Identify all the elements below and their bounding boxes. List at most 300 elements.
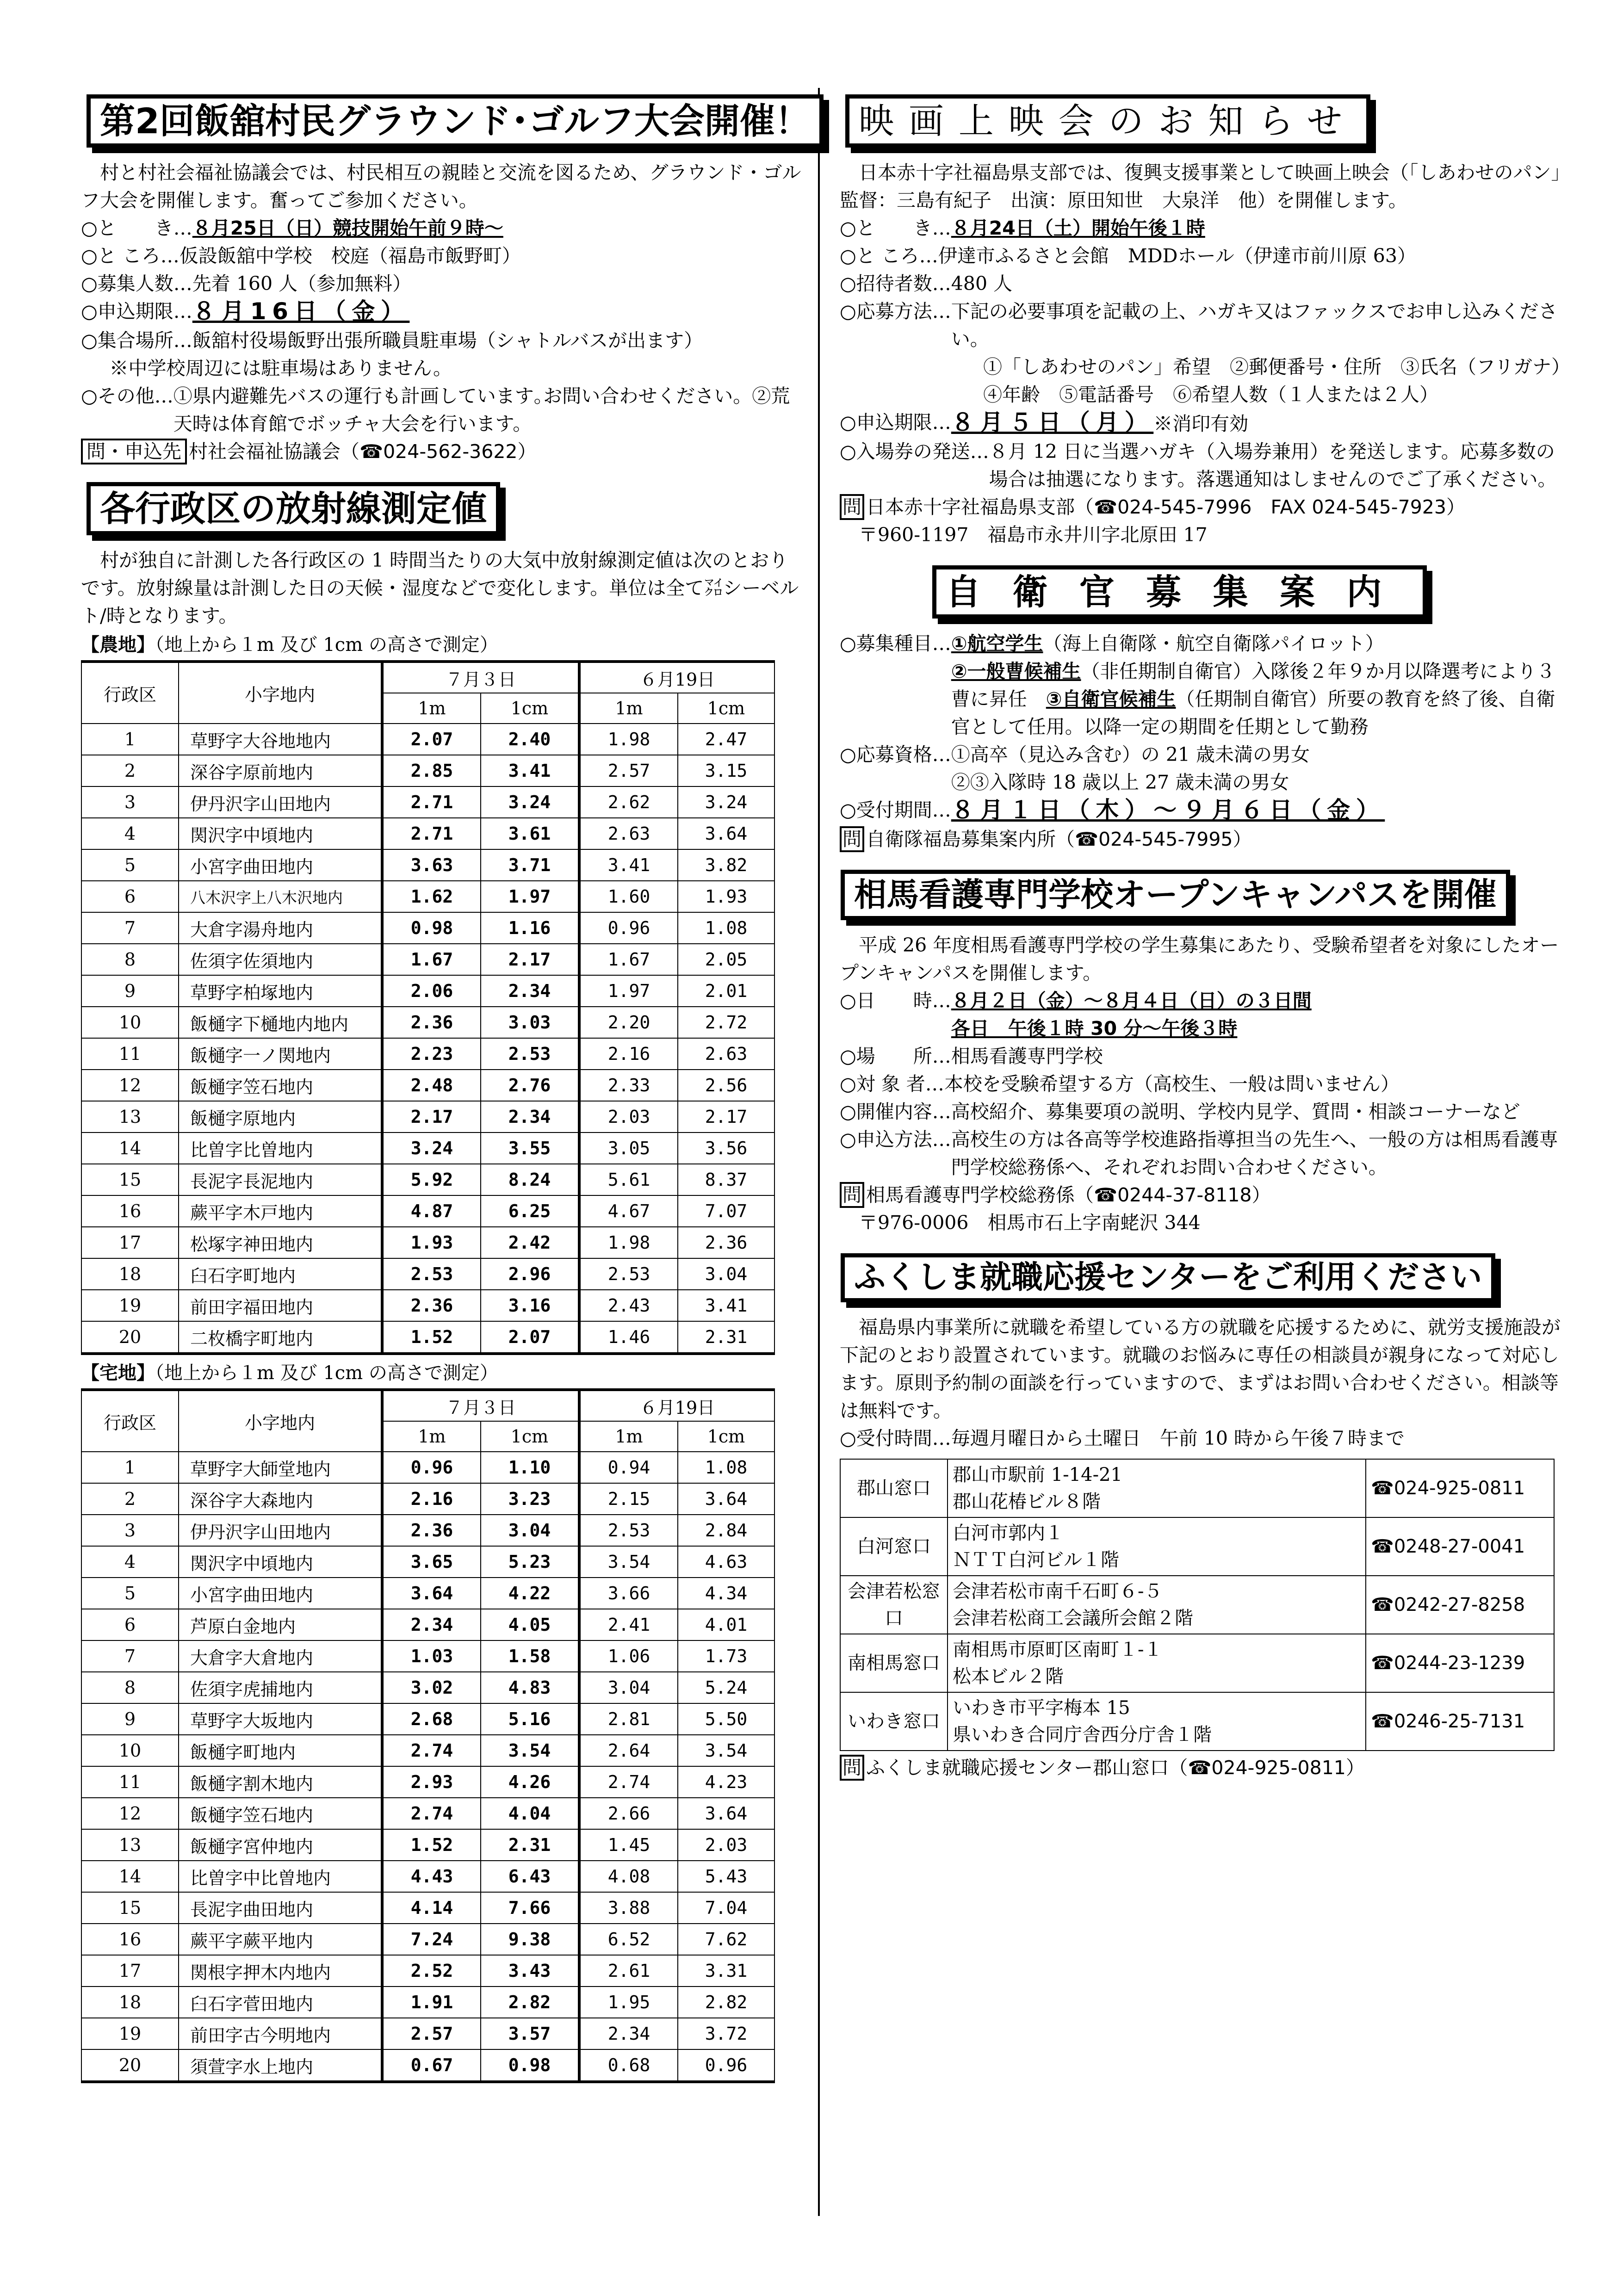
table-row (81, 912, 774, 944)
office-row (840, 1692, 1554, 1751)
july-value: 1.91 (382, 1987, 481, 2018)
table-row (81, 1452, 774, 1483)
district-number: 20 (81, 1321, 179, 1354)
july-value: 2.85 (382, 755, 481, 786)
sdf-title: 自衛官募集案内 (932, 565, 1427, 619)
june-value: 3.04 (678, 1258, 774, 1290)
office-name: 白河窓口 (840, 1517, 948, 1576)
phone-number: ☎024-925-0811 (1188, 1756, 1346, 1779)
area-name: 飯樋字宮仲地内 (179, 1829, 382, 1861)
address-line: 郡山花椿ビル８階 (953, 1491, 1101, 1512)
office-phone: ☎0244-23-1239 (1366, 1634, 1554, 1692)
july-value: 1.03 (382, 1640, 481, 1672)
district-number: 17 (81, 1227, 179, 1258)
district-number: 16 (81, 1924, 179, 1955)
june-value: 2.66 (579, 1798, 678, 1829)
movie-invite: ○招待者数… 480 人 (840, 272, 1013, 295)
july-value: 2.23 (382, 1038, 481, 1070)
golf-intro: 村と村社会福祉協議会では、村民相互の親睦と交流を図るため、グラウンド・ゴルフ大会を開催します。奮ってご参加ください。 (81, 161, 801, 212)
movie-title: 映画上映会のお知らせ (845, 94, 1370, 148)
golf-other: ○その他… ①県内避難先バスの運行も計画しています｡お問い合わせください。②荒天時は体育館でボッチャ大会を行います。 (81, 385, 790, 435)
june-value: 4.63 (678, 1546, 774, 1578)
june-value: 7.07 (678, 1195, 774, 1227)
area-name: 須萱字水上地内 (179, 2049, 382, 2082)
table-row (81, 2018, 774, 2049)
nursing-contact: 問 相馬看護専門学校総務係（☎0244-37-8118） (840, 1181, 1561, 1209)
district-number: 1 (81, 1452, 179, 1483)
july-value: 2.34 (382, 1609, 481, 1640)
june-value: 1.45 (579, 1829, 678, 1861)
table-row (81, 849, 774, 881)
june-value: 3.54 (678, 1735, 774, 1766)
district-number: 13 (81, 1101, 179, 1133)
farm-subhead: 【農地】（地上から１m 及び 1cm の高さで測定） (81, 634, 498, 656)
july-value: 0.98 (481, 2049, 579, 2082)
june-value: 2.81 (579, 1703, 678, 1735)
jobs-section (840, 1247, 1561, 1782)
june-value: 4.34 (678, 1578, 774, 1609)
table-row (81, 1735, 774, 1766)
table-row (81, 786, 774, 818)
office-name: いわき窓口 (840, 1692, 948, 1751)
june-value: 3.31 (678, 1955, 774, 1987)
phone-number: ☎024-545-7996 (1094, 496, 1252, 519)
golf-meeting-note: ※中学校周辺には駐車場はありません。 (109, 357, 452, 380)
table-row (81, 1766, 774, 1798)
july-value: 3.41 (481, 755, 579, 786)
june-value: 0.94 (579, 1452, 678, 1483)
june-value: 1.06 (579, 1640, 678, 1672)
june-value: 7.04 (678, 1892, 774, 1924)
area-name: 比曽字比曽地内 (179, 1133, 382, 1164)
june-value: 3.88 (579, 1892, 678, 1924)
june-value: 3.24 (678, 786, 774, 818)
nursing-target: ○対 象 者… 本校を受験希望する方（高校生、一般は問いません） (840, 1072, 1400, 1095)
area-name: 前田字古今明地内 (179, 2018, 382, 2049)
table-row (81, 1955, 774, 1987)
area-name: 八木沢字上八木沢地内 (179, 881, 382, 912)
july-value: 3.54 (481, 1735, 579, 1766)
area-name: 関沢字中頃地内 (179, 818, 382, 849)
table-row (81, 1798, 774, 1829)
office-row (840, 1517, 1554, 1576)
table-row (81, 1483, 774, 1515)
july-value: 4.87 (382, 1195, 481, 1227)
golf-section (81, 88, 810, 465)
address-line: 白河市郭内１ (953, 1522, 1064, 1544)
june-value: 3.15 (678, 755, 774, 786)
district-number: 10 (81, 1735, 179, 1766)
area-name: 小宮字曲田地内 (179, 1578, 382, 1609)
area-name: 飯樋字割木地内 (179, 1766, 382, 1798)
area-name: 芦原白金地内 (179, 1609, 382, 1640)
june-value: 3.54 (579, 1546, 678, 1578)
june-value: 0.96 (678, 2049, 774, 2082)
table-row (81, 1007, 774, 1038)
area-name: 深谷字大森地内 (179, 1483, 382, 1515)
district-number: 19 (81, 2018, 179, 2049)
july-value: 4.26 (481, 1766, 579, 1798)
table-row (81, 1070, 774, 1101)
area-name: 飯樋字町地内 (179, 1735, 382, 1766)
june-value: 2.15 (579, 1483, 678, 1515)
june-value: 0.96 (579, 912, 678, 944)
july-value: 1.10 (481, 1452, 579, 1483)
radiation-title: 各行政区の放射線測定値 (87, 482, 500, 535)
june-value: 1.98 (579, 724, 678, 755)
july-value: 1.62 (382, 881, 481, 912)
july-value: 1.97 (481, 881, 579, 912)
movie-ticket: ○入場券の発送… ８月 12 日に当選ハガキ（入場券兼用）を発送します。応募多数の場合は抽選になります。落選通知はしませんのでご了承ください。 (840, 440, 1557, 491)
golf-capacity: ○募集人数… 先着 160 人（参加無料） (81, 272, 412, 295)
district-number: 1 (81, 724, 179, 755)
july-value: 2.96 (481, 1258, 579, 1290)
district-number: 14 (81, 1133, 179, 1164)
golf-contact: 問・申込先 村社会福祉協議会（☎024-562-3622） (81, 438, 803, 465)
june-value: 3.04 (579, 1672, 678, 1703)
june-value: 1.08 (678, 912, 774, 944)
area-name: 草野字柏塚地内 (179, 975, 382, 1007)
header-1cm: 1cm (481, 1421, 579, 1452)
july-value: 2.93 (382, 1766, 481, 1798)
june-value: 5.61 (579, 1164, 678, 1195)
header-1m: 1m (579, 693, 678, 724)
table-row (81, 1987, 774, 2018)
office-row (840, 1634, 1554, 1692)
table-row (81, 1038, 774, 1070)
june-value: 2.03 (579, 1101, 678, 1133)
july-value: 2.71 (382, 818, 481, 849)
june-value: 1.08 (678, 1452, 774, 1483)
office-row (840, 1576, 1554, 1634)
address-line: 松本ビル２階 (953, 1665, 1064, 1687)
address-line: 南相馬市原町区南町１-１ (953, 1639, 1163, 1660)
table-row (81, 755, 774, 786)
jobs-title: ふくしま就職応援センターをご利用ください (841, 1253, 1495, 1302)
july-value: 3.24 (481, 786, 579, 818)
area-name: 比曽字中比曽地内 (179, 1861, 382, 1892)
june-value: 4.23 (678, 1766, 774, 1798)
phone-number: ☎024-562-3622 (359, 440, 518, 463)
header-district: 行政区 (81, 662, 179, 724)
july-value: 2.31 (481, 1829, 579, 1861)
table-row (81, 1892, 774, 1924)
june-value: 2.41 (579, 1609, 678, 1640)
area-name: 深谷字原前地内 (179, 755, 382, 786)
july-value: 3.55 (481, 1133, 579, 1164)
table-row (81, 1133, 774, 1164)
july-value: 2.16 (382, 1483, 481, 1515)
office-row (840, 1459, 1554, 1517)
phone-number: ☎024-545-7995 (1075, 828, 1233, 851)
district-number: 18 (81, 1987, 179, 2018)
june-value: 3.41 (678, 1290, 774, 1321)
july-value: 1.52 (382, 1321, 481, 1354)
june-value: 2.17 (678, 1101, 774, 1133)
july-value: 3.57 (481, 2018, 579, 2049)
july-value: 8.24 (481, 1164, 579, 1195)
area-name: 佐須字佐須地内 (179, 944, 382, 975)
nursing-section (840, 863, 1561, 1236)
office-name: 郡山窓口 (840, 1459, 948, 1517)
office-name: 会津若松窓口 (840, 1576, 948, 1634)
header-1m: 1m (579, 1421, 678, 1452)
june-value: 2.84 (678, 1515, 774, 1546)
district-number: 7 (81, 1640, 179, 1672)
june-value: 1.95 (579, 1987, 678, 2018)
june-value: 2.34 (579, 2018, 678, 2049)
movie-where: ○と ころ… 伊達市ふるさと会館 MDDホール（伊達市前川原 63） (840, 245, 1416, 267)
july-value: 3.71 (481, 849, 579, 881)
header-area: 小字地内 (179, 1390, 382, 1452)
district-number: 4 (81, 1546, 179, 1578)
golf-title: 第2回飯舘村民グラウンド･ゴルフ大会開催！ (87, 94, 824, 148)
district-number: 16 (81, 1195, 179, 1227)
area-name: 関根字押木内地内 (179, 1955, 382, 1987)
area-name: 長泥字曲田地内 (179, 1892, 382, 1924)
area-name: 飯樋字原地内 (179, 1101, 382, 1133)
district-number: 11 (81, 1766, 179, 1798)
table-row (81, 2049, 774, 2082)
july-value: 2.17 (382, 1101, 481, 1133)
header-date2: ６月19日 (579, 662, 774, 693)
area-name: 佐須字虎捕地内 (179, 1672, 382, 1703)
movie-when: ○と き… ８月24日（土）開始午後１時 (840, 217, 1205, 240)
address-line: いわき市平字梅本 15 (953, 1697, 1130, 1719)
office-phone: ☎024-925-0811 (1366, 1459, 1554, 1517)
jobs-contact: 問 ふくしま就職応援センター郡山窓口（☎024-925-0811） (840, 1754, 1561, 1782)
residential-radiation-table (81, 1388, 775, 2083)
district-number: 20 (81, 2049, 179, 2082)
table-row (81, 1546, 774, 1578)
june-value: 1.46 (579, 1321, 678, 1354)
june-value: 3.05 (579, 1133, 678, 1164)
sdf-contact: 問 自衛隊福島募集案内所（☎024-545-7995） (840, 825, 1561, 853)
july-value: 3.63 (382, 849, 481, 881)
area-name: 飯樋字笠石地内 (179, 1798, 382, 1829)
office-phone: ☎0246-25-7131 (1366, 1692, 1554, 1751)
july-value: 3.16 (481, 1290, 579, 1321)
district-number: 5 (81, 849, 179, 881)
district-number: 4 (81, 818, 179, 849)
radiation-section (81, 476, 803, 2083)
nursing-intro: 平成 26 年度相馬看護専門学校の学生募集にあたり、受験希望者を対象にしたオープンキャンパスを開催します。 (840, 934, 1559, 984)
july-value: 6.25 (481, 1195, 579, 1227)
golf-deadline: ○申込期限… ８月16日（金） (81, 298, 410, 325)
july-value: 3.24 (382, 1133, 481, 1164)
june-value: 3.64 (678, 1798, 774, 1829)
nursing-content: ○開催内容… 高校紹介、募集要項の説明、学校内見学、質問・相談コーナーなど (840, 1100, 1520, 1123)
june-value: 1.73 (678, 1640, 774, 1672)
district-number: 6 (81, 1609, 179, 1640)
july-value: 4.04 (481, 1798, 579, 1829)
table-row (81, 1258, 774, 1290)
june-value: 3.41 (579, 849, 678, 881)
july-value: 2.53 (382, 1258, 481, 1290)
june-value: 2.64 (579, 1735, 678, 1766)
july-value: 2.82 (481, 1987, 579, 2018)
header-date1: ７月３日 (382, 662, 579, 693)
contact-label: 問 (840, 826, 864, 852)
june-value: 8.37 (678, 1164, 774, 1195)
june-value: 5.24 (678, 1672, 774, 1703)
sdf-section (840, 559, 1561, 853)
area-name: 飯樋字下樋地内地内 (179, 1007, 382, 1038)
june-value: 2.82 (678, 1987, 774, 2018)
july-value: 2.76 (481, 1070, 579, 1101)
office-address (948, 1692, 1366, 1751)
june-value: 2.62 (579, 786, 678, 818)
area-name: 蕨平字木戸地内 (179, 1195, 382, 1227)
table-row (81, 1672, 774, 1703)
june-value: 2.33 (579, 1070, 678, 1101)
june-value: 3.72 (678, 2018, 774, 2049)
district-number: 9 (81, 1703, 179, 1735)
address-line: 郡山市駅前 1-14-21 (953, 1464, 1122, 1485)
header-1m: 1m (382, 1421, 481, 1452)
june-value: 1.93 (678, 881, 774, 912)
office-address (948, 1634, 1366, 1692)
july-value: 2.68 (382, 1703, 481, 1735)
header-1cm: 1cm (678, 693, 774, 724)
june-value: 1.60 (579, 881, 678, 912)
phone-number: ☎0244-37-8118 (1094, 1183, 1252, 1206)
nursing-title: 相馬看護専門学校オープンキャンパスを開催 (841, 870, 1510, 920)
office-table (840, 1459, 1555, 1751)
july-value: 2.17 (481, 944, 579, 975)
district-number: 19 (81, 1290, 179, 1321)
july-value: 2.40 (481, 724, 579, 755)
area-name: 二枚橋字町地内 (179, 1321, 382, 1354)
table-row (81, 1924, 774, 1955)
right-column (840, 88, 1561, 1792)
july-value: 7.24 (382, 1924, 481, 1955)
july-value: 9.38 (481, 1924, 579, 1955)
july-value: 2.07 (382, 724, 481, 755)
address-line: ＮＴＴ白河ビル１階 (953, 1549, 1119, 1571)
july-value: 0.96 (382, 1452, 481, 1483)
table-row (81, 1861, 774, 1892)
sdf-types: ○募集種目… ①航空学生（海上自衛隊・航空自衛隊パイロット） ②一般曹候補生（非任期制自衛官）入隊後２年９か月以降選考により３曹に昇任 ③自衛官候補生（任期制自衛官）所要の教育を終了後、自衛官として任用。以降一定の期間を任期として勤務 (840, 632, 1555, 738)
table-row (81, 724, 774, 755)
july-value: 2.71 (382, 786, 481, 818)
area-name: 関沢字中頃地内 (179, 1546, 382, 1578)
july-value: 3.02 (382, 1672, 481, 1703)
table-row (81, 944, 774, 975)
june-value: 2.61 (579, 1955, 678, 1987)
june-value: 2.74 (579, 1766, 678, 1798)
table-row (81, 1703, 774, 1735)
july-value: 2.42 (481, 1227, 579, 1258)
movie-apply-items: ①「しあわせのパン」希望 ②郵便番号・住所 ③氏名（フリガナ）④年齢 ⑤電話番号 ⑥希望人数（１人または２人） (983, 356, 1561, 406)
area-name: 伊丹沢字山田地内 (179, 1515, 382, 1546)
july-value: 2.07 (481, 1321, 579, 1354)
district-number: 18 (81, 1258, 179, 1290)
district-number: 12 (81, 1798, 179, 1829)
district-number: 17 (81, 1955, 179, 1987)
office-name: 南相馬窓口 (840, 1634, 948, 1692)
june-value: 2.53 (579, 1258, 678, 1290)
july-value: 4.43 (382, 1861, 481, 1892)
july-value: 4.83 (481, 1672, 579, 1703)
district-number: 9 (81, 975, 179, 1007)
june-value: 3.64 (678, 818, 774, 849)
june-value: 2.16 (579, 1038, 678, 1070)
area-name: 蕨平字蕨平地内 (179, 1924, 382, 1955)
june-value: 2.63 (579, 818, 678, 849)
table-row (81, 1195, 774, 1227)
july-value: 2.57 (382, 2018, 481, 2049)
fax-number: FAX 024-545-7923 (1270, 496, 1446, 519)
golf-where: ○と ころ… 仮設飯舘中学校 校庭（福島市飯野町） (81, 245, 521, 267)
jobs-hours: ○受付時間… 毎週月曜日から土曜日 午前 10 時から午後７時まで (840, 1427, 1405, 1449)
office-phone: ☎0248-27-0041 (1366, 1517, 1554, 1576)
table-row (81, 1609, 774, 1640)
june-value: 2.56 (678, 1070, 774, 1101)
area-name: 小宮字曲田地内 (179, 849, 382, 881)
table-row (81, 1829, 774, 1861)
area-name: 前田字福田地内 (179, 1290, 382, 1321)
area-name: 臼石字菅田地内 (179, 1987, 382, 2018)
july-value: 2.36 (382, 1515, 481, 1546)
area-name: 松塚字神田地内 (179, 1227, 382, 1258)
district-number: 12 (81, 1070, 179, 1101)
header-1m: 1m (382, 693, 481, 724)
june-value: 1.67 (579, 944, 678, 975)
farm-radiation-table (81, 660, 775, 1355)
movie-address: 〒960-1197 福島市永井川字北原田 17 (859, 524, 1208, 546)
june-value: 3.64 (678, 1483, 774, 1515)
june-value: 3.82 (678, 849, 774, 881)
june-value: 2.01 (678, 975, 774, 1007)
june-value: 5.43 (678, 1861, 774, 1892)
res-subhead: 【宅地】（地上から１m 及び 1cm の高さで測定） (81, 1362, 498, 1384)
june-value: 1.98 (579, 1227, 678, 1258)
movie-deadline: ○申込期限… ８月５日（月）※消印有効 (840, 409, 1249, 436)
table-row (81, 1640, 774, 1672)
nursing-place: ○場 所… 相馬看護専門学校 (840, 1045, 1103, 1067)
district-number: 5 (81, 1578, 179, 1609)
june-value: 5.50 (678, 1703, 774, 1735)
area-name: 草野字大師堂地内 (179, 1452, 382, 1483)
district-number: 15 (81, 1164, 179, 1195)
district-number: 2 (81, 755, 179, 786)
sdf-qualification: ○応募資格… ①高卒（見込み含む）の 21 歳未満の男女 ②③入隊時 18 歳以上 27 歳未満の男女 (840, 743, 1310, 794)
july-value: 2.52 (382, 1955, 481, 1987)
district-number: 10 (81, 1007, 179, 1038)
july-value: 0.98 (382, 912, 481, 944)
june-value: 2.03 (678, 1829, 774, 1861)
district-number: 8 (81, 944, 179, 975)
july-value: 2.48 (382, 1070, 481, 1101)
july-value: 2.74 (382, 1735, 481, 1766)
table-row (81, 1227, 774, 1258)
june-value: 4.67 (579, 1195, 678, 1227)
june-value: 7.62 (678, 1924, 774, 1955)
june-value: 2.31 (678, 1321, 774, 1354)
golf-when: ○と き… ８月25日（日）競技開始午前９時～ (81, 217, 503, 240)
june-value: 3.66 (579, 1578, 678, 1609)
movie-section (840, 88, 1561, 549)
nursing-when: ○日 時… ８月２日（金）～８月４日（日）の３日間 各日 午後１時 30 分～午後３時 (840, 989, 1312, 1040)
office-address (948, 1517, 1366, 1576)
area-name: 飯樋字笠石地内 (179, 1070, 382, 1101)
july-value: 1.93 (382, 1227, 481, 1258)
june-value: 2.53 (579, 1515, 678, 1546)
nursing-apply: ○申込方法… 高校生の方は各高等学校進路指導担当の先生へ、一般の方は相馬看護専門学校総務係へ、それぞれお問い合わせください。 (840, 1128, 1558, 1178)
july-value: 0.67 (382, 2049, 481, 2082)
area-name: 伊丹沢字山田地内 (179, 786, 382, 818)
